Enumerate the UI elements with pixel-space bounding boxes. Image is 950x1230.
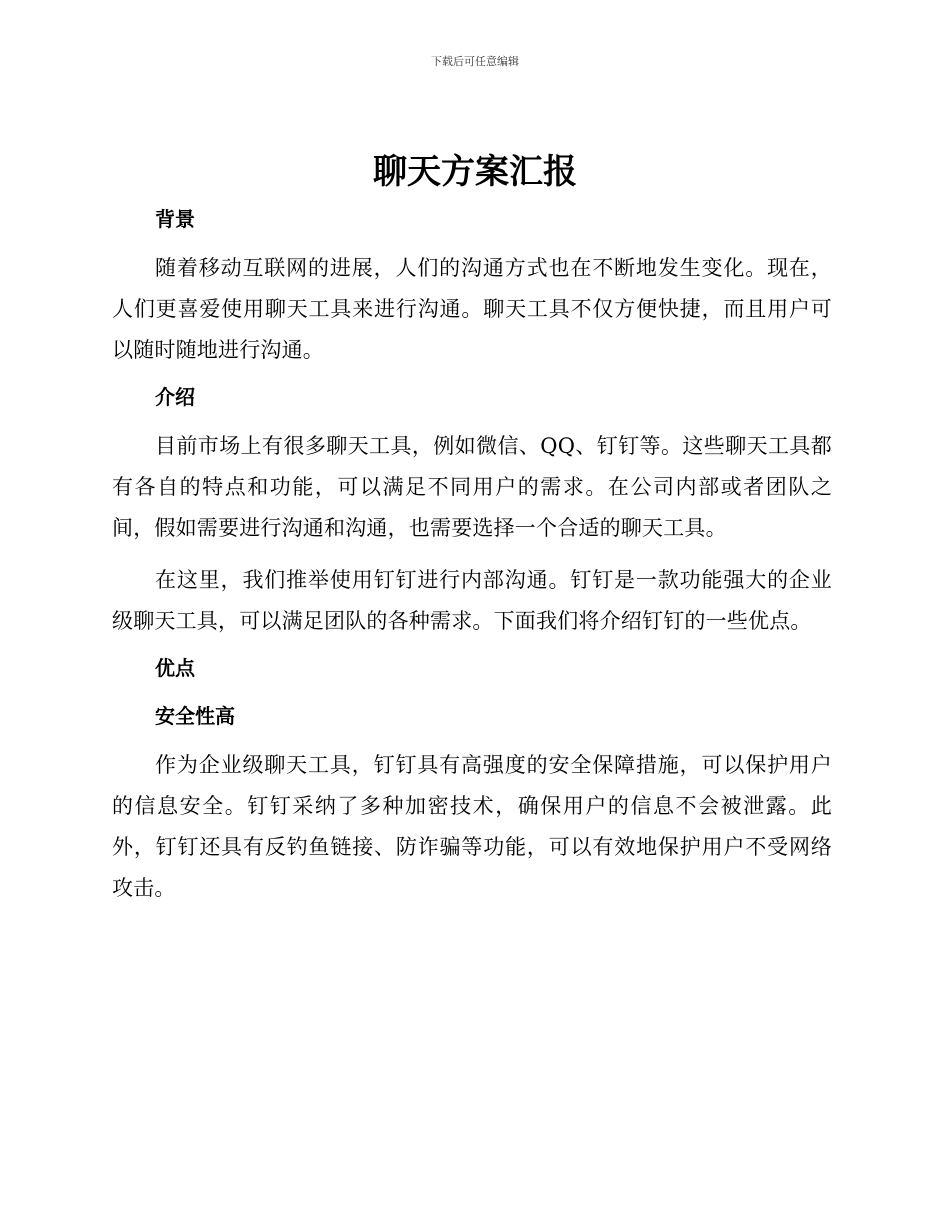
section-heading-background: 背景 [155,207,195,231]
paragraph-background: 随着移动互联网的进展，人们的沟通方式也在不断地发生变化。现在，人们更喜爱使用聊天工具来进行沟通。聊天工具不仅方便快捷，而且用户可以随时随地进行沟通。 [112,256,832,362]
paragraph-introduction-1: 目前市场上有很多聊天工具，例如微信、QQ、钉钉等。这些聊天工具都有各自的特点和功能，可以满足不同用户的需求。在公司内部或者团队之间，假如需要进行沟通和沟通，也需要选择一个合适的聊天工具。 [112,434,832,540]
section-heading-security: 安全性高 [155,704,235,728]
paragraph-security: 作为企业级聊天工具，钉钉具有高强度的安全保障措施，可以保护用户的信息安全。钉钉采纳了多种加密技术，确保用户的信息不会被泄露。此外，钉钉还具有反钓鱼链接、防诈骗等功能，可以有效地保护用户不受网络攻击。 [112,753,832,900]
paragraph-introduction-2: 在这里，我们推举使用钉钉进行内部沟通。钉钉是一款功能强大的企业级聊天工具，可以满足团队的各种需求。下面我们将介绍钉钉的一些优点。 [112,568,832,633]
section-heading-introduction: 介绍 [155,385,195,409]
section-heading-advantages: 优点 [155,656,195,680]
page-header: 下载后可任意编辑 [431,55,519,68]
document-title: 聊天方案汇报 [373,152,577,192]
document-body [112,200,832,920]
